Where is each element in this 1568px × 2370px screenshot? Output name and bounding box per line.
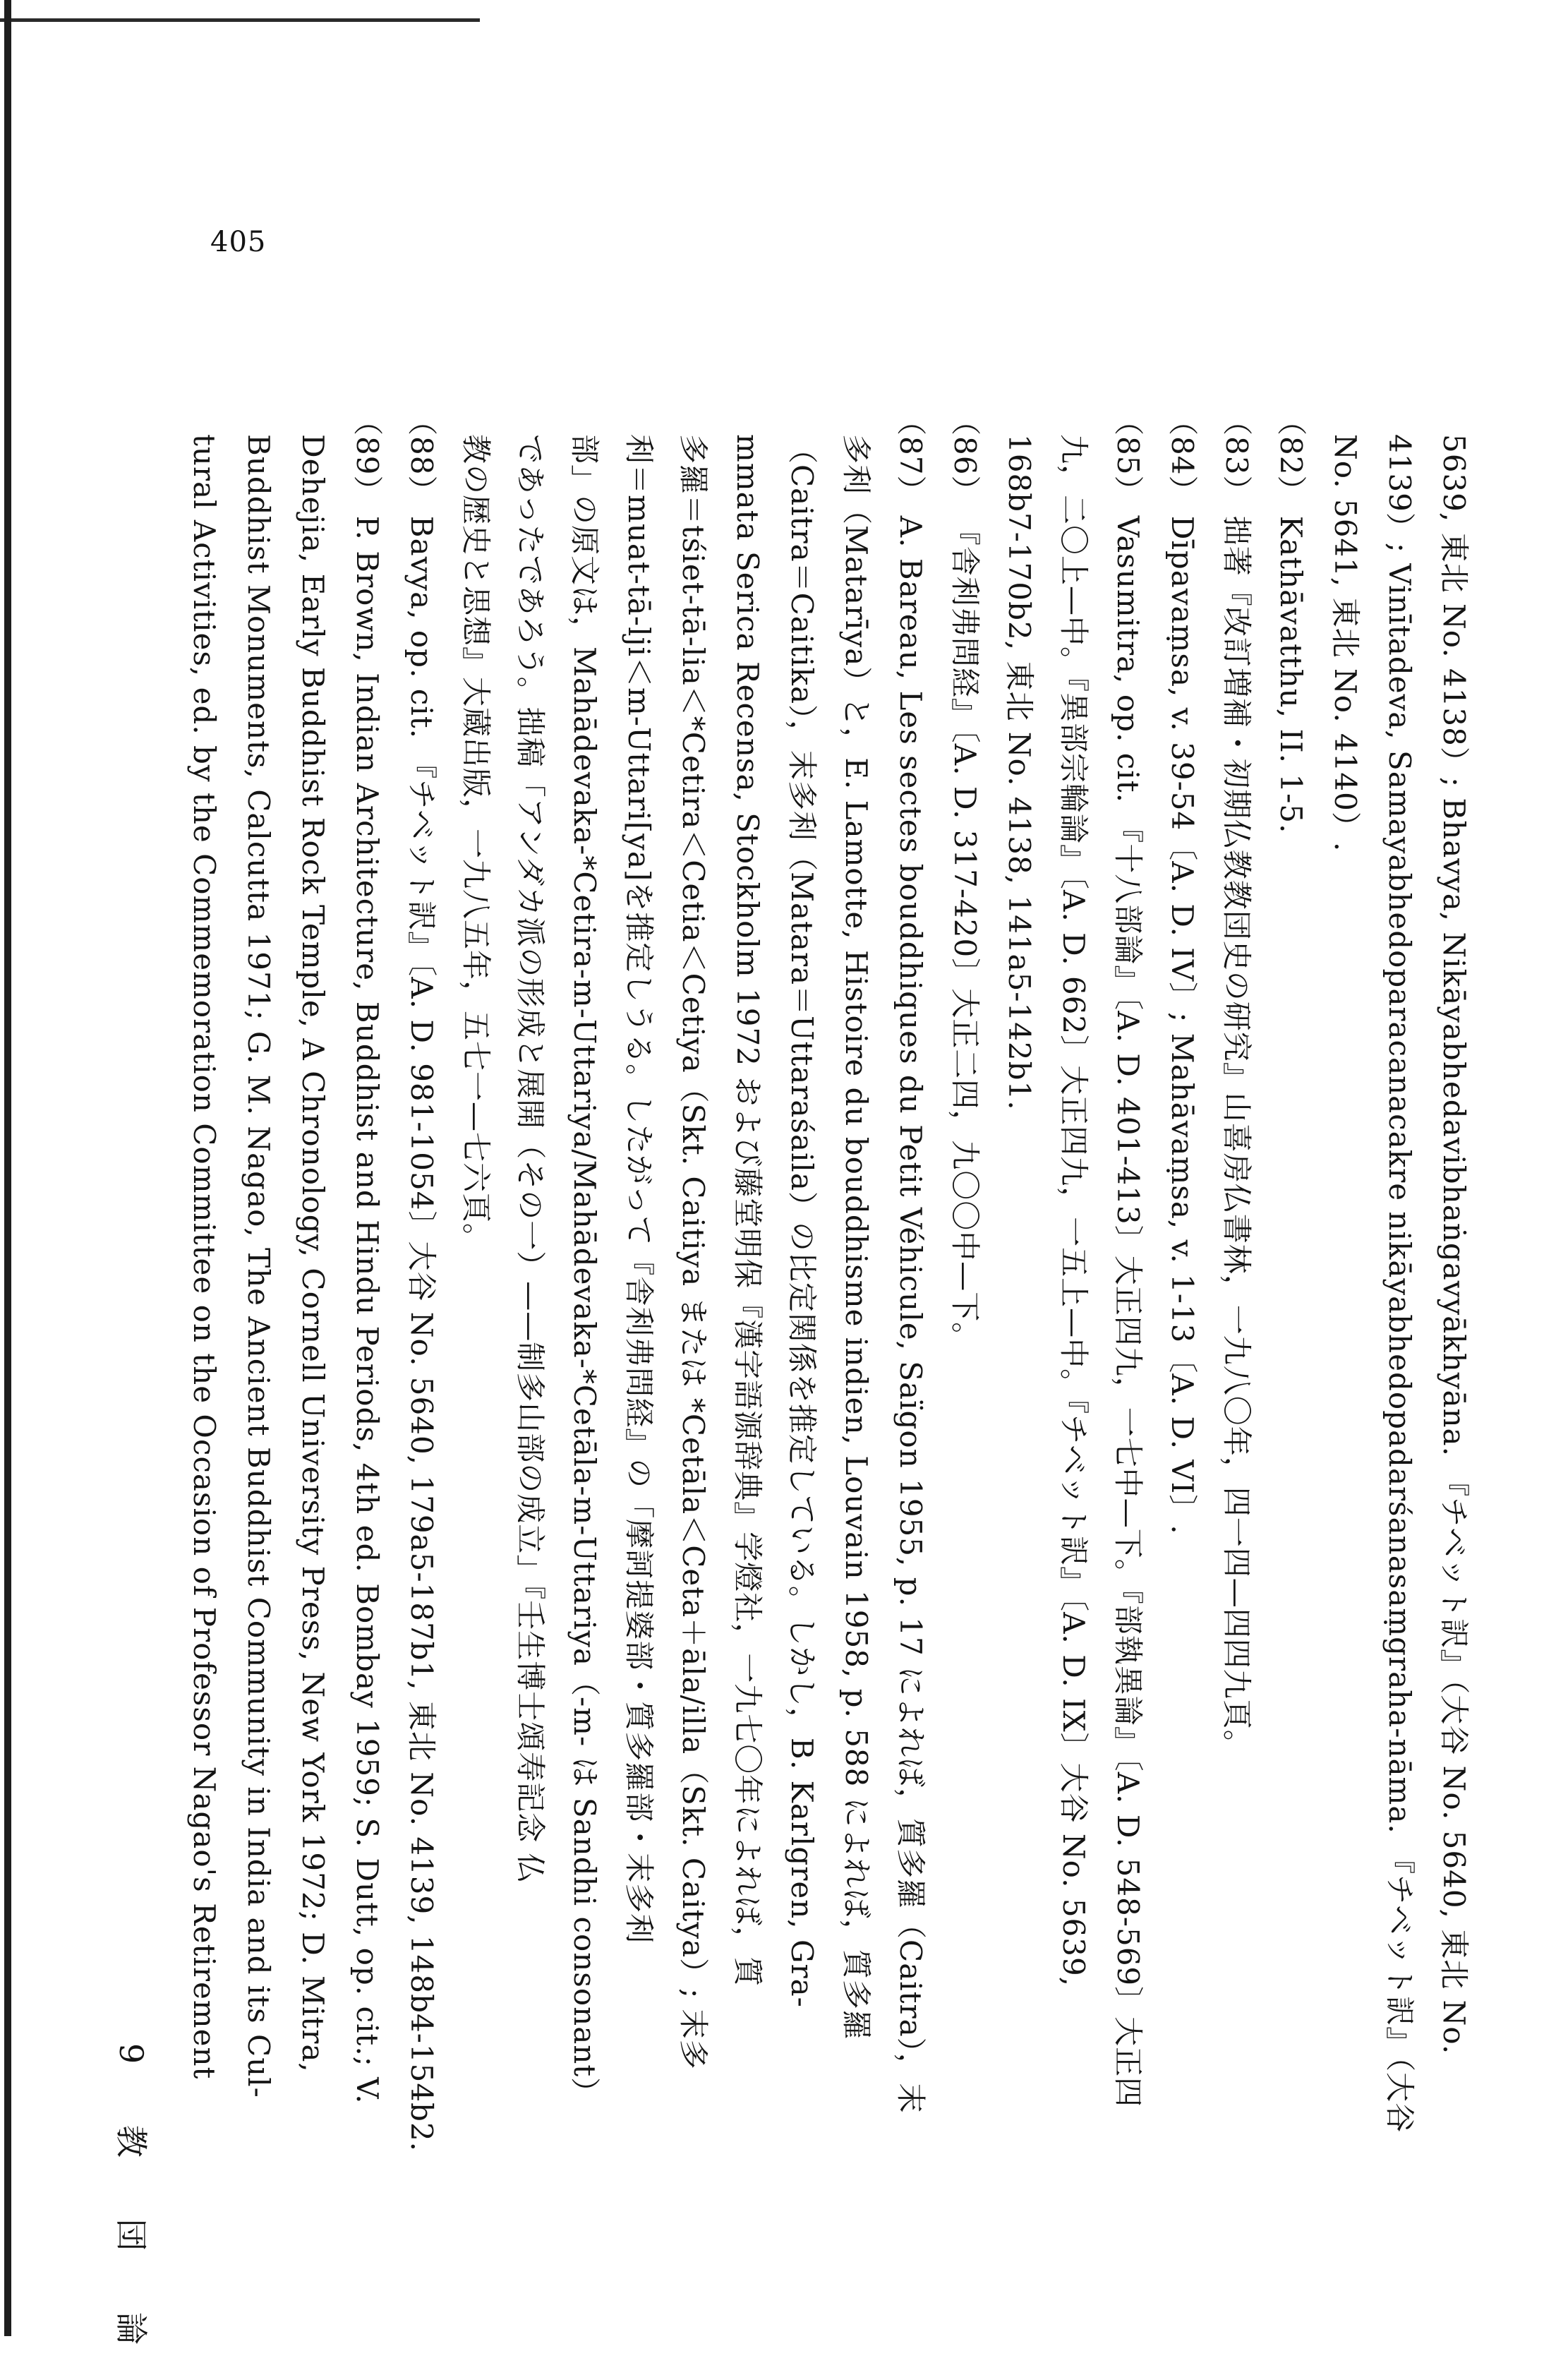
- footnote-column: （87） A. Bareau, Les sectes bouddhiques du Petit Véhicule, Saïgon 1955, p. 17 によれば，質多羅（Caitra），末: [893, 406, 928, 2114]
- footnote-column: Buddhist Monuments, Calcutta 1971; G. M. Nagao, The Ancient Buddhist Community in India and its Cul-: [241, 434, 276, 2098]
- footnote-column: （83） 拙著『改訂増補・初期仏教教団史の研究』山喜房仏書林，一九八〇年，四一四—四四九頁。: [1219, 406, 1254, 1760]
- footnote-column: 4139）; Vinītadeva, Samayabhedoparacanacakre nikāyabhedopadarśanasaṃgraha-nāma. 『チベット訳』（大谷: [1382, 434, 1417, 2134]
- footnote-column: 168b7-170b2, 東北 No. 4138, 141a5-142b1.: [1002, 434, 1037, 1111]
- footnote-column: No. 5641, 東北 No. 4140）.: [1328, 434, 1363, 853]
- footnote-column: （89） P. Brown, Indian Architecture, Buddhist and Hindu Periods, 4th ed. Bombay 1959; S. Dutt, op. cit.; V.: [350, 406, 385, 2105]
- footnote-column: （82） Kathāvatthu, II. 1-5.: [1274, 406, 1308, 834]
- page-number: 405: [210, 226, 267, 258]
- footnote-column: であったであろう。拙稿「アンダカ派の形成と展開（その一）——制多山部の成立」『壬生博士頌寿記念 仏: [513, 434, 548, 1884]
- running-header: 9 教 団 論: [112, 2043, 150, 2370]
- footnote-column: （85） Vasumitra, op. cit. 『十八部論』〔A. D. 401-413〕大正四九，一七中—下。『部執異論』〔A. D. 548-569〕大正四: [1111, 406, 1145, 2108]
- footnote-column: 5639, 東北 No. 4138）; Bhavya, Nikāyabhedavibhaṅgavyākhyāna. 『チベット訳』（大谷 No. 5640, 東北 No.: [1437, 434, 1471, 2055]
- footnote-column: 教の歴史と思想』大蔵出版，一九八五年，五七一—七六頁。: [459, 434, 493, 1254]
- footnote-column: mmata Serica Recensa, Stockholm 1972 および藤堂明保『漢字語源辞典』学燈社，一九七〇年によれば，質: [730, 434, 765, 1987]
- footnote-column: （84） Dīpavaṃsa, v. 39-54〔A. D. IV〕; Mahāvaṃsa, v. 1-13〔A. D. VI〕.: [1165, 406, 1200, 1535]
- footnote-column: （86） 『舎利弗問経』〔A. D. 317-420〕大正二四，九〇〇中—下。: [948, 406, 982, 1353]
- footnote-column: Dehejia, Early Buddhist Rock Temple, A Chronology, Cornell University Press, New York 1972; D. Mitra,: [296, 434, 330, 2073]
- footnote-column: （88） Bavya, op. cit. 『チベット訳』〔A. D. 981-1054〕大谷 No. 5640, 179a5-187b1, 東北 No. 4139, 148b4-154b2.: [404, 406, 439, 2153]
- footnote-column: 九，二〇上—中。『異部宗輪論』〔A. D. 662〕大正四九，一五上—中。『チベット訳』〔A. D. IX〕大谷 No. 5639,: [1056, 434, 1091, 1987]
- footnote-column: tural Activities, ed. by the Commemoration Committee on the Occasion of Professor Nagao's Retirement: [187, 434, 222, 2080]
- footnote-column: 利＝muat-tā-lji＜m-Uttari[ya]を推定しうる。したがって『舎利弗問経』の「摩訶提婆部・質多羅部・末多利: [622, 434, 656, 1944]
- footnote-column: 多利（Matarīya）と，E. Lamotte, Histoire du bouddhisme indien, Louvain 1958, p. 588 によれば，質多羅: [839, 434, 874, 2040]
- footnote-column: 多羅＝tśiet-tā-lia＜*Cetira＜Cetia＜Cetiya（Skt. Caitiya または *Cetāla＜Ceta＋āla/illa（Skt. Caitya）; 末多: [676, 434, 711, 2070]
- footnote-column: （Caitra＝Caitika），末多利（Matara＝Uttaraśaila）の比定関係を推定している。しかし，B. Karlgren, Gra-: [785, 434, 819, 2008]
- footnote-column: 部」の原文は，Mahādevaka-*Cetira-m-Uttariya/Mahādevaka-*Cetāla-m-Uttariya（-m- は Sandhi consonant）: [567, 434, 602, 2108]
